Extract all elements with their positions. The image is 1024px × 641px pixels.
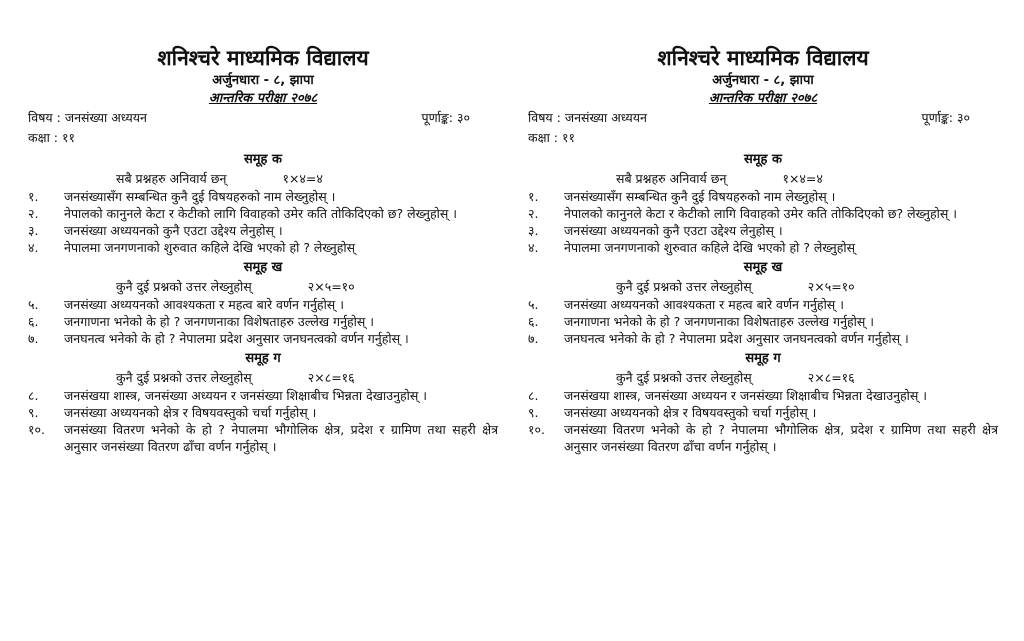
question-number: ३. (528, 223, 539, 238)
group-b-title: समूह ख (743, 260, 783, 275)
question-number: २. (528, 206, 539, 221)
group-b-marks: २×५=१० (307, 279, 355, 294)
question-item (528, 222, 998, 239)
question-item (528, 296, 998, 313)
question-text: जनसंख्या अध्ययनको आवश्यकता र महत्व बारे वर्णन गर्नुहोस् । (64, 297, 344, 312)
question-item (28, 239, 498, 256)
group-b-marks: २×५=१० (807, 279, 855, 294)
group-b-instruction: कुनै दुई प्रश्नको उत्तर लेख्नुहोस् (116, 279, 252, 294)
question-number: ८. (28, 388, 39, 403)
question-number: ६. (528, 314, 539, 329)
group-a-instruction-row (28, 169, 498, 188)
group-a-marks: १×४=४ (782, 171, 823, 186)
question-text: जनसंख्या अध्ययनको कुनै एउटा उद्देश्य लेनुहोस् । (64, 223, 283, 238)
group-a-title: समूह क (744, 152, 782, 167)
question-text: जनसंख्या अध्ययनको क्षेत्र र विषयवस्तुको चर्चा गर्नुहोस् । (564, 405, 817, 420)
question-text: जनसंखया शास्त्र, जनसंख्या अध्ययन र जनसंख्या शिक्षाबीच भिन्नता देखाउनुहोस् । (64, 388, 428, 403)
school-name: शनिश्चरे माध्यमिक विद्यालय (157, 46, 369, 70)
question-text: नेपालको कानुनले केटा र केटीको लागि विवाहको उमेर कति तोकिदिएको छ? लेख्नुहोस् । (564, 206, 958, 221)
question-item (528, 188, 998, 205)
exam-title: आन्तरिक परीक्षा २०७८ (708, 91, 818, 106)
question-item (28, 404, 498, 421)
group-c-marks: २×८=१६ (807, 370, 855, 385)
question-item (28, 387, 498, 404)
group-c-title: समूह ग (245, 351, 281, 366)
question-item (528, 421, 998, 455)
question-item (528, 205, 998, 222)
question-item (28, 205, 498, 222)
question-text: नेपालमा जनगणनाको शुरुवात कहिले देखि भएको हो ? लेख्नुहोस् (564, 240, 856, 255)
question-text: जनघनत्व भनेको के हो ? नेपालमा प्रदेश अनुसार जनघनत्वको वर्णन गर्नुहोस् । (64, 331, 409, 346)
question-item (28, 421, 498, 455)
question-text: जनगाणना भनेको के हो ? जनगणनाका विशेषताहरु उल्लेख गर्नुहोस् । (564, 314, 875, 329)
question-number: २. (28, 206, 39, 221)
group-b-title: समूह ख (243, 260, 283, 275)
question-number: ४. (528, 240, 539, 255)
subject: विषय : जनसंख्या अध्ययन (28, 110, 147, 125)
exam-title: आन्तरिक परीक्षा २०७८ (208, 91, 318, 106)
group-c-title: समूह ग (745, 351, 781, 366)
question-paper-left (28, 0, 498, 641)
question-paper-right (528, 0, 998, 641)
question-number: १. (528, 189, 539, 204)
school-address: अर्जुनधारा - ८, झापा (712, 73, 814, 88)
question-number: ५. (528, 297, 539, 312)
question-number: ४. (28, 240, 39, 255)
question-number: १. (28, 189, 39, 204)
subject-row (528, 108, 998, 128)
question-text: जनसंख्या वितरण भनेको के हो ? नेपालमा भौगोलिक क्षेत्र, प्रदेश र ग्रामिण तथा सहरी क्षेत्र अनुसार जनसंख्या वितरण ढाँचा वर्णन गर्नुहोस् । (564, 422, 998, 454)
question-text: जनसंखया शास्त्र, जनसंख्या अध्ययन र जनसंख्या शिक्षाबीच भिन्नता देखाउनुहोस् । (564, 388, 928, 403)
question-item (28, 313, 498, 330)
school-name: शनिश्चरे माध्यमिक विद्यालय (657, 46, 869, 70)
group-a-title: समूह क (244, 152, 282, 167)
group-a-instruction: सबै प्रश्नहरु अनिवार्य छन् (616, 171, 727, 186)
group-b-instruction: कुनै दुई प्रश्नको उत्तर लेख्नुहोस् (616, 279, 752, 294)
question-text: जनघनत्व भनेको के हो ? नेपालमा प्रदेश अनुसार जनघनत्वको वर्णन गर्नुहोस् । (564, 331, 909, 346)
question-number: ७. (528, 331, 539, 346)
question-text: जनसंख्या अध्ययनको कुनै एउटा उद्देश्य लेनुहोस् । (564, 223, 783, 238)
school-address: अर्जुनधारा - ८, झापा (212, 73, 314, 88)
group-c-instruction-row (528, 368, 998, 387)
question-number: १०. (528, 422, 545, 437)
group-c-instruction: कुनै दुई प्रश्नको उत्तर लेख्नुहोस् (116, 370, 252, 385)
question-item (528, 387, 998, 404)
question-number: ५. (28, 297, 39, 312)
question-item (528, 404, 998, 421)
question-number: ९. (28, 405, 39, 420)
class-label: कक्षा : ११ (28, 130, 75, 145)
question-text: नेपालमा जनगणनाको शुरुवात कहिले देखि भएको हो ? लेख्नुहोस् (64, 240, 356, 255)
question-item (528, 313, 998, 330)
question-number: ३. (28, 223, 39, 238)
group-a-instruction-row (528, 169, 998, 188)
question-item (28, 188, 498, 205)
subject: विषय : जनसंख्या अध्ययन (528, 110, 647, 125)
group-a-instruction: सबै प्रश्नहरु अनिवार्य छन् (116, 171, 227, 186)
group-a-marks: १×४=४ (282, 171, 323, 186)
group-c-instruction-row (28, 368, 498, 387)
question-text: जनसंख्यासँग सम्बन्धित कुनै दुई विषयहरुको नाम लेख्नुहोस् । (564, 189, 836, 204)
subject-row (28, 108, 498, 128)
question-number: १०. (28, 422, 45, 437)
question-number: ९. (528, 405, 539, 420)
question-item (28, 330, 498, 347)
full-marks: पूर्णाङ्क: ३० (921, 110, 970, 125)
question-text: जनगाणना भनेको के हो ? जनगणनाका विशेषताहरु उल्लेख गर्नुहोस् । (64, 314, 375, 329)
question-number: ७. (28, 331, 39, 346)
question-text: नेपालको कानुनले केटा र केटीको लागि विवाहको उमेर कति तोकिदिएको छ? लेख्नुहोस् । (64, 206, 458, 221)
group-b-instruction-row (528, 277, 998, 296)
question-text: जनसंख्यासँग सम्बन्धित कुनै दुई विषयहरुको नाम लेख्नुहोस् । (64, 189, 336, 204)
question-item (28, 296, 498, 313)
question-number: ८. (528, 388, 539, 403)
full-marks: पूर्णाङ्क: ३० (421, 110, 470, 125)
question-number: ६. (28, 314, 39, 329)
question-item (28, 222, 498, 239)
question-text: जनसंख्या वितरण भनेको के हो ? नेपालमा भौगोलिक क्षेत्र, प्रदेश र ग्रामिण तथा सहरी क्षेत्र अनुसार जनसंख्या वितरण ढाँचा वर्णन गर्नुहोस् । (64, 422, 498, 454)
question-item (528, 330, 998, 347)
question-text: जनसंख्या अध्ययनको आवश्यकता र महत्व बारे वर्णन गर्नुहोस् । (564, 297, 844, 312)
question-item (528, 239, 998, 256)
group-c-instruction: कुनै दुई प्रश्नको उत्तर लेख्नुहोस् (616, 370, 752, 385)
group-b-instruction-row (28, 277, 498, 296)
question-text: जनसंख्या अध्ययनको क्षेत्र र विषयवस्तुको चर्चा गर्नुहोस् । (64, 405, 317, 420)
group-c-marks: २×८=१६ (307, 370, 355, 385)
class-label: कक्षा : ११ (528, 130, 575, 145)
